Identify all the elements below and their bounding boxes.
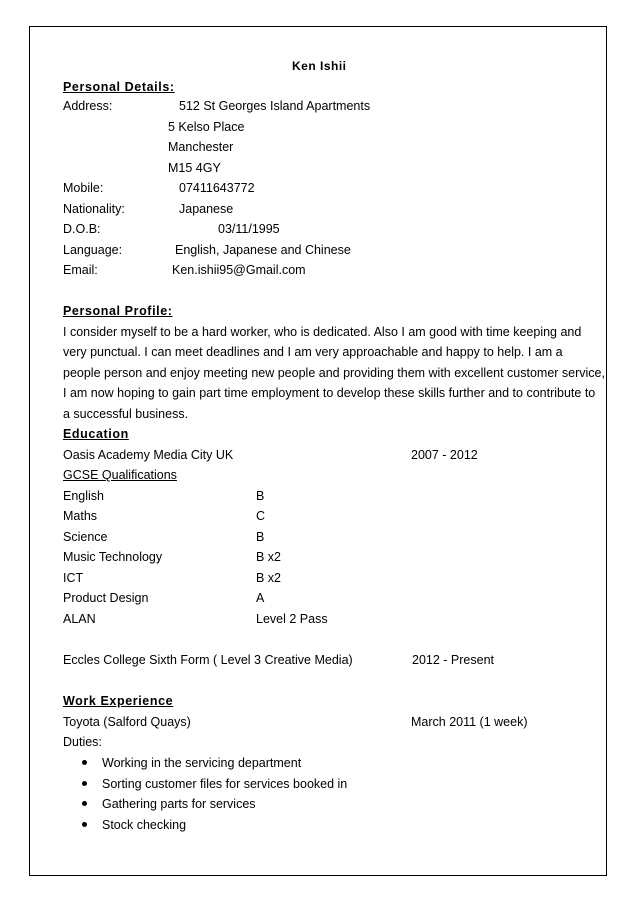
gcse-subject: Music Technology [63,550,163,564]
school-name: Oasis Academy Media City UK [63,448,234,462]
nationality-value: Japanese [179,202,234,216]
bullet-icon [82,822,87,827]
gcse-subject: Science [63,530,108,544]
gcse-subject: ICT [63,571,84,585]
address-line: 5 Kelso Place [168,120,245,134]
email-label: Email: [63,263,98,277]
language-label: Language: [63,243,123,257]
duty-item: Stock checking [102,818,187,832]
profile-line: very punctual. I can meet deadlines and I am very approachable and happy to help. I am a [63,345,563,359]
college-years: 2012 - Present [412,653,494,667]
work-experience-heading: Work Experience [63,694,174,708]
education-heading: Education [63,427,129,441]
address-label: Address: [63,99,113,113]
personal-details-heading: Personal Details: [63,80,175,94]
gcse-grade: Level 2 Pass [256,612,328,626]
gcse-subject: ALAN [63,612,96,626]
profile-line: a successful business. [63,407,189,421]
dob-value: 03/11/1995 [218,222,280,236]
bullet-icon [82,781,87,786]
bullet-icon [82,801,87,806]
gcse-grade: B [256,530,265,544]
gcse-grade: B x2 [256,550,282,564]
gcse-grade: C [256,509,266,523]
mobile-value: 07411643772 [179,181,255,195]
address-line: Manchester [168,140,234,154]
bullet-icon [82,760,87,765]
profile-line: people person and enjoy meeting new people and providing them with excellent customer service, [63,366,605,380]
duty-item: Working in the servicing department [102,756,302,770]
profile-line: I am now hoping to gain part time employment to develop these skills further and to contribute to [63,386,596,400]
email-value: Ken.ishii95@Gmail.com [172,263,306,277]
gcse-heading: GCSE Qualifications [63,468,177,482]
mobile-label: Mobile: [63,181,104,195]
nationality-label: Nationality: [63,202,125,216]
personal-profile-heading: Personal Profile: [63,304,173,318]
language-value: English, Japanese and Chinese [175,243,351,257]
school-years: 2007 - 2012 [411,448,478,462]
address-line: 512 St Georges Island Apartments [179,99,371,113]
duty-item: Sorting customer files for services booked in [102,777,348,791]
resume-name: Ken Ishii [292,59,347,73]
profile-line: I consider myself to be a hard worker, who is dedicated. Also I am good with time keeping and [63,325,582,339]
dob-label: D.O.B: [63,222,101,236]
gcse-subject: Maths [63,509,98,523]
employment-dates: March 2011 (1 week) [411,715,528,729]
gcse-grade: B x2 [256,571,282,585]
gcse-subject: Product Design [63,591,149,605]
college-name: Eccles College Sixth Form ( Level 3 Creative Media) [63,653,353,667]
gcse-grade: A [256,591,265,605]
gcse-subject: English [63,489,104,503]
duty-item: Gathering parts for services [102,797,256,811]
duties-label: Duties: [63,735,102,749]
address-line: M15 4GY [168,161,221,175]
employer-name: Toyota (Salford Quays) [63,715,191,729]
gcse-grade: B [256,489,265,503]
